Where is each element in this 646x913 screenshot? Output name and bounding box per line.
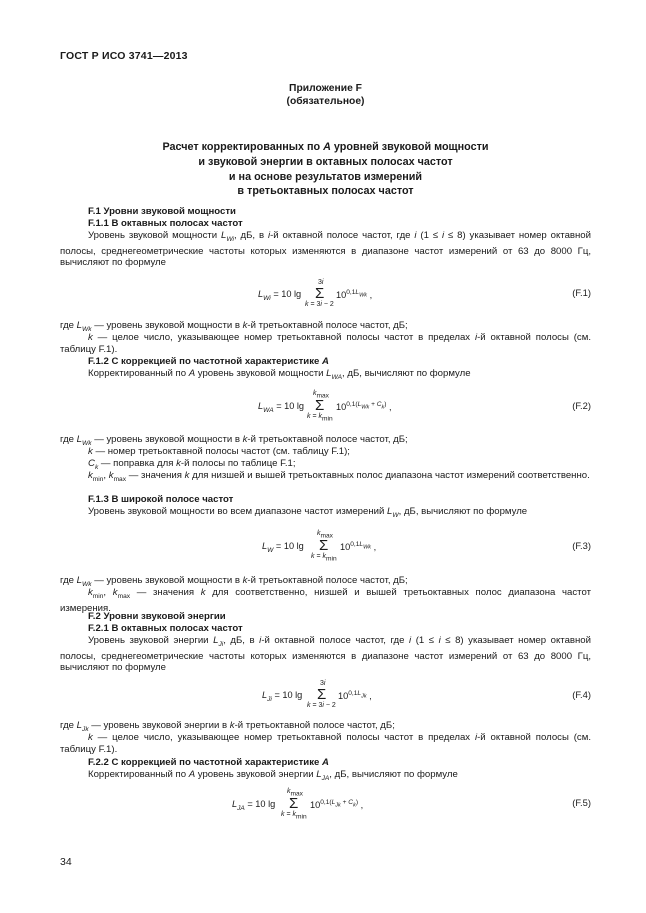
page-number: 34 xyxy=(60,856,72,868)
title-line-4: в третьоктавных полосах частот xyxy=(237,185,414,198)
equation-f4-lhs: $L_{Ji} = 10$ lg xyxy=(262,690,303,703)
equation-f5-lower: $k = k_{min}$ xyxy=(281,811,307,821)
paragraph-f13: Уровень звуковой мощности во всем диапазоне частот измерений $L_W$, дБ, вычисляют по формуле xyxy=(88,506,528,519)
section-f11-heading: F.1.1 В октавных полосах частот xyxy=(88,218,243,229)
equation-f1-term: $10^{0,1L_{Wk}}$ , xyxy=(336,289,373,301)
definition-kmin-kmax-1: $k_{min}$, $k_{max}$ — значения k для низшей и вышей третьоктавных полос диапазона частот измерений соответственно. xyxy=(88,470,590,483)
section-f12-heading: F.1.2 С коррекцией по частотной характеристике A xyxy=(88,356,329,367)
definition-lwk-1: где $L_{Wk}$ — уровень звуковой мощности в k-й третьоктавной полосе частот, дБ; xyxy=(60,320,408,333)
definition-k-3: k — целое число, указывающее номер третьоктавной полосы частот в пределах i-й октавной полосы (см. таблицу F.1). xyxy=(60,732,591,755)
paragraph-f22: Корректированный по А уровень звуковой энергии $L_{JA}$, дБ, вычисляют по формуле xyxy=(88,769,458,782)
equation-f4-term: $10^{0,1L_{Jk}}$ , xyxy=(338,690,372,702)
sum-symbol: Σ xyxy=(315,397,325,414)
equation-number-f4: (F.4) xyxy=(572,689,591,700)
equation-f4-lower: k = 3i − 2 xyxy=(307,702,336,709)
equation-number-f2: (F.2) xyxy=(572,400,591,411)
section-f13-heading: F.1.3 В широкой полосе частот xyxy=(88,494,234,505)
paragraph-f12: Корректированный по А уровень звуковой мощности $L_{WA}$, дБ, вычисляют по формуле xyxy=(88,368,471,381)
paragraph-f21: Уровень звуковой энергии $L_{Ji}$, дБ, в i-й октавной полосе частот, где i (1 ≤ i ≤ 8) указывает номер октавной полосы, среднегеометрические частоты которых изменяются в диапазоне частот измерений от 63 до 8000 Гц, вычисляют по формуле xyxy=(60,635,591,674)
paragraph-f11: Уровень звуковой мощности $L_{Wi}$, дБ, в i-й октавной полосе частот, где i (1 ≤ i ≤ 8) указывает номер октавной полосы, среднегеометрические частоты которых изменяются в диапазоне частот измерений от 63 до 8000 Гц, вычисляют по формуле xyxy=(60,230,591,269)
definition-k-1: k — целое число, указывающее номер третьоктавной полосы частот в пределах i-й октавной полосы (см. таблицу F.1). xyxy=(60,332,591,355)
appendix-title xyxy=(60,140,591,199)
equation-f1-upper: 3i xyxy=(318,279,324,286)
equation-f2-lhs: $L_{WA} = 10$ lg xyxy=(258,401,305,414)
section-f22-heading: F.2.2 С коррекцией по частотной характеристике A xyxy=(88,757,329,768)
equation-f4-upper: 3i xyxy=(320,680,326,687)
definition-ck: $C_k$ — поправка для k-й полосы по таблице F.1; xyxy=(88,458,296,471)
equation-f3-lhs: $L_W = 10$ lg xyxy=(262,541,304,554)
equation-f2-upper: $k_{max}$ xyxy=(313,390,329,400)
definition-kmin-kmax-2: $k_{min}$, $k_{max}$ — значения k для соответственно, низшей и вышей третьоктавных полос диапазона частот измерения. xyxy=(60,587,591,614)
appendix-status: (обязательное) xyxy=(286,96,365,107)
equation-f5-upper: $k_{max}$ xyxy=(287,788,303,798)
sum-symbol: Σ xyxy=(317,686,327,703)
definition-ljk: где $L_{Jk}$ — уровень звуковой энергии в k-й третьоктавной полосе частот, дБ; xyxy=(60,720,395,733)
definition-lwk-3: где $L_{Wk}$ — уровень звуковой мощности в k-й третьоктавной полосе частот, дБ; xyxy=(60,575,408,588)
equation-f1-lower: k = 3i − 2 xyxy=(305,301,334,308)
definition-lwk-2: где $L_{Wk}$ — уровень звуковой мощности в k-й третьоктавной полосе частот, дБ; xyxy=(60,434,408,447)
standard-number: ГОСТ Р ИСО 3741—2013 xyxy=(60,50,188,62)
equation-f2-term: $10^{0,1(L_{Wk} + C_k)}$ , xyxy=(336,401,392,413)
equation-f5-term: $10^{0,1(L_{Jk} + C_k)}$ , xyxy=(310,799,364,811)
equation-number-f3: (F.3) xyxy=(572,540,591,551)
sum-symbol: Σ xyxy=(315,285,325,302)
title-line-3: и на основе результатов измерений xyxy=(228,170,423,183)
equation-f2-lower: $k = k_{min}$ xyxy=(307,413,333,423)
title-line-1: Расчет корректированных по А уровней звуковой мощности xyxy=(162,141,489,153)
section-f2-heading: F.2 Уровни звуковой энергии xyxy=(88,611,226,622)
sum-symbol: Σ xyxy=(289,795,299,812)
equation-f5-lhs: $L_{JA} = 10$ lg xyxy=(232,799,276,812)
definition-k-2: k — номер третьоктавной полосы частот (см. таблицу F.1); xyxy=(88,446,350,457)
equation-f3-lower: $k = k_{min}$ xyxy=(311,553,337,563)
equation-number-f1: (F.1) xyxy=(572,287,591,298)
section-f1-heading: F.1 Уровни звуковой мощности xyxy=(88,206,236,217)
equation-f3-upper: $k_{max}$ xyxy=(317,530,333,540)
equation-f3-term: $10^{0,1L_{Wk}}$ , xyxy=(340,541,377,553)
title-line-2: и звуковой энергии в октавных полосах частот xyxy=(198,155,453,168)
equation-f1-lhs: $L_{Wi} = 10$ lg xyxy=(258,289,302,302)
section-f21-heading: F.2.1 В октавных полосах частот xyxy=(88,623,243,634)
equation-number-f5: (F.5) xyxy=(572,797,591,808)
appendix-label: Приложение F xyxy=(289,83,362,94)
sum-symbol: Σ xyxy=(319,537,329,554)
